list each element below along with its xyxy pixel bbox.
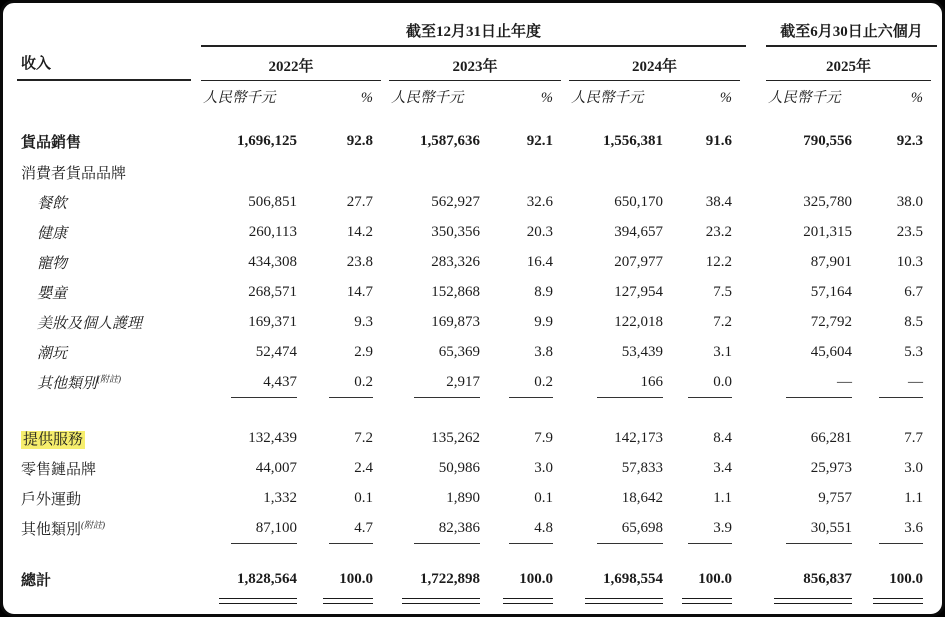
- row-gap: [746, 262, 764, 263]
- row-label: [17, 518, 199, 539]
- value-2022-percent: 92.8: [346, 132, 373, 149]
- row-gap: [746, 528, 764, 529]
- table-row: [17, 277, 936, 307]
- percent-label-2024: %: [719, 90, 732, 106]
- row-label-text: 提供服務: [23, 431, 84, 448]
- row-label-text: 嬰童: [37, 285, 68, 302]
- value-2023-percent: 0.2: [534, 373, 553, 390]
- row-label: [17, 342, 199, 363]
- table-row: [17, 217, 936, 247]
- unit-spacer: [17, 106, 199, 107]
- value-2023-percent: 9.9: [534, 313, 553, 330]
- row-note-superscript: (附註): [97, 373, 122, 384]
- value-2024-percent: 91.6: [705, 132, 732, 149]
- unit-label-2025: 人民幣千元: [768, 90, 841, 106]
- value-2023-amount: [387, 172, 482, 173]
- value-2024-percent: 7.5: [713, 283, 732, 300]
- value-2025-percent: 7.7: [904, 429, 923, 446]
- value-2023-amount: 2,917: [446, 373, 480, 390]
- value-2024-amount: 142,173: [614, 429, 663, 446]
- row-label: [17, 428, 199, 449]
- row-gap: [746, 202, 764, 203]
- value-2025-amount: [764, 172, 854, 173]
- value-2022-percent: 0.2: [354, 373, 373, 390]
- row-gap: [746, 292, 764, 293]
- value-2022-amount: 434,308: [248, 253, 297, 270]
- value-2022-percent: 7.2: [354, 429, 373, 446]
- row-label-text: 消費者貨品品牌: [21, 165, 127, 182]
- separator-rule: [329, 397, 373, 398]
- table-row: [17, 187, 936, 217]
- separator-rule: [879, 543, 923, 544]
- value-2024-amount: 127,954: [614, 283, 663, 300]
- value-2023-amount: 1,587,636: [420, 132, 480, 149]
- value-2023-amount: 1,890: [446, 489, 480, 506]
- value-2023-percent: 4.8: [534, 519, 553, 536]
- value-2023-amount: 82,386: [438, 519, 480, 536]
- header-body-gap: [17, 111, 936, 125]
- unit-label-2024: 人民幣千元: [571, 90, 644, 106]
- value-2022-amount: 87,100: [255, 519, 297, 536]
- separator-rule: [509, 397, 553, 398]
- unit-gap: [746, 106, 764, 107]
- table-header-unit-row: [17, 81, 936, 111]
- value-2025-amount: 201,315: [803, 223, 852, 240]
- value-2025-amount: 57,164: [810, 283, 852, 300]
- value-2024-amount: 53,439: [621, 343, 663, 360]
- table-row: [17, 453, 936, 483]
- row-label: [17, 569, 199, 590]
- separator-rule: [231, 397, 297, 398]
- value-2022-percent: 23.8: [346, 253, 373, 270]
- row-label: [17, 282, 199, 303]
- value-2022-amount: 1,828,564: [237, 570, 297, 587]
- separator-rule-row: [17, 397, 936, 407]
- double-rule: [774, 598, 852, 604]
- value-2024-percent: [665, 172, 746, 173]
- table-row: [17, 337, 936, 367]
- row-label: [17, 372, 199, 393]
- value-2022-percent: 0.1: [354, 489, 373, 506]
- year-2022: 2022年: [201, 55, 381, 81]
- value-2024-amount: 65,698: [621, 519, 663, 536]
- row-gap: [746, 141, 764, 142]
- table-body: [17, 125, 936, 606]
- row-label: [17, 131, 199, 152]
- row-label: [17, 488, 199, 509]
- row-label-text: 其他類別: [21, 521, 82, 538]
- value-2025-percent: 23.5: [896, 223, 923, 240]
- value-2024-percent: 23.2: [705, 223, 732, 240]
- year-2025: 2025年: [766, 55, 931, 81]
- value-2023-percent: [482, 172, 567, 173]
- value-2025-amount: 45,604: [810, 343, 852, 360]
- table-row: [17, 307, 936, 337]
- value-2025-percent: 38.0: [896, 193, 923, 210]
- row-gap: [746, 322, 764, 323]
- row-label-text: 其他類別: [37, 375, 98, 392]
- value-2022-percent: 14.2: [346, 223, 373, 240]
- value-2025-amount: 66,281: [810, 429, 852, 446]
- separator-rule: [688, 397, 732, 398]
- row-label: [17, 222, 199, 243]
- value-2024-percent: 3.4: [713, 459, 732, 476]
- value-2023-amount: 152,868: [431, 283, 480, 300]
- value-2024-percent: 1.1: [713, 489, 732, 506]
- value-2025-amount: 325,780: [803, 193, 852, 210]
- value-2023-percent: 0.1: [534, 489, 553, 506]
- value-2025-percent: 100.0: [889, 570, 923, 587]
- value-2025-percent: 10.3: [896, 253, 923, 270]
- value-2025-percent: —: [908, 373, 923, 390]
- value-2022-amount: 260,113: [248, 223, 297, 240]
- row-gap: [746, 468, 764, 469]
- row-gap: [746, 438, 764, 439]
- value-2023-amount: 1,722,898: [420, 570, 480, 587]
- separator-rule: [414, 543, 480, 544]
- value-2022-amount: 132,439: [248, 429, 297, 446]
- value-2022-amount: 506,851: [248, 193, 297, 210]
- row-gap: [746, 172, 764, 173]
- row-header-revenue: 收入: [17, 47, 191, 81]
- value-2024-percent: 3.1: [713, 343, 732, 360]
- percent-label-2022: %: [360, 90, 373, 106]
- row-label-text: 貨品銷售: [21, 134, 82, 151]
- value-2024-amount: 650,170: [614, 193, 663, 210]
- unit-label-2022: 人民幣千元: [203, 90, 276, 106]
- table-row: [17, 423, 936, 453]
- row-label-text: 餐飲: [37, 195, 68, 212]
- separator-rule: [786, 397, 852, 398]
- value-2023-amount: 50,986: [438, 459, 480, 476]
- year-2023: 2023年: [389, 55, 561, 81]
- double-rule: [219, 598, 297, 604]
- table-row: [17, 367, 936, 397]
- value-2024-percent: 7.2: [713, 313, 732, 330]
- value-2023-percent: 92.1: [526, 132, 553, 149]
- separator-rule: [786, 543, 852, 544]
- double-rule-row: [17, 598, 936, 606]
- separator-rule: [688, 543, 732, 544]
- value-2022-amount: [199, 172, 299, 173]
- unit-label-2023: 人民幣千元: [391, 90, 464, 106]
- row-gap: [746, 498, 764, 499]
- row-label: [17, 192, 199, 213]
- value-2025-percent: 3.6: [904, 519, 923, 536]
- value-2024-amount: 166: [640, 373, 663, 390]
- value-2025-percent: 6.7: [904, 283, 923, 300]
- row-label: [17, 458, 199, 479]
- table-row: [17, 247, 936, 277]
- period-group-interim-label: 截至6月30日止六個月: [780, 24, 923, 40]
- value-2023-percent: 3.8: [534, 343, 553, 360]
- value-2023-percent: 3.0: [534, 459, 553, 476]
- period-group-interim: [766, 20, 937, 47]
- value-2024-percent: 8.4: [713, 429, 732, 446]
- value-2022-percent: 4.7: [354, 519, 373, 536]
- value-2022-percent: 27.7: [346, 193, 373, 210]
- value-2022-amount: 44,007: [255, 459, 297, 476]
- value-2024-percent: 100.0: [698, 570, 732, 587]
- value-2022-amount: 268,571: [248, 283, 297, 300]
- row-gap: [746, 382, 764, 383]
- value-2025-percent: 92.3: [896, 132, 923, 149]
- period-group-annual-label: 截至12月31日止年度: [405, 24, 541, 40]
- value-2023-amount: 135,262: [431, 429, 480, 446]
- value-2024-percent: 12.2: [705, 253, 732, 270]
- double-rule: [682, 598, 732, 604]
- value-2023-percent: 16.4: [526, 253, 553, 270]
- double-rule: [585, 598, 663, 604]
- value-2025-amount: —: [837, 373, 852, 390]
- value-2023-percent: 100.0: [519, 570, 553, 587]
- separator-rule-row: [17, 543, 936, 553]
- value-2024-percent: 38.4: [705, 193, 732, 210]
- row-gap: [746, 352, 764, 353]
- value-2023-percent: 8.9: [534, 283, 553, 300]
- value-2024-amount: 207,977: [614, 253, 663, 270]
- row-label-text: 零售鏈品牌: [21, 461, 97, 478]
- year-2024: 2024年: [569, 55, 740, 81]
- row-label-text: 總計: [21, 572, 52, 589]
- double-rule: [503, 598, 553, 604]
- value-2023-amount: 65,369: [438, 343, 480, 360]
- value-2025-amount: 30,551: [810, 519, 852, 536]
- separator-rule: [231, 543, 297, 544]
- row-label-text: 潮玩: [37, 345, 68, 362]
- period-group-annual: [201, 20, 746, 47]
- value-2025-percent: 1.1: [904, 489, 923, 506]
- value-2023-percent: 32.6: [526, 193, 553, 210]
- value-2024-amount: [567, 172, 665, 173]
- value-2022-amount: 1,332: [263, 489, 297, 506]
- value-2025-amount: 87,901: [810, 253, 852, 270]
- row-gap: [746, 232, 764, 233]
- value-2024-amount: 1,698,554: [603, 570, 663, 587]
- table-row: [17, 125, 936, 157]
- row-note-superscript: (附註): [81, 519, 106, 530]
- value-2022-amount: 1,696,125: [237, 132, 297, 149]
- table-row: [17, 157, 936, 187]
- row-label-text: 寵物: [37, 255, 68, 272]
- percent-label-2025: %: [910, 90, 923, 106]
- value-2025-percent: 8.5: [904, 313, 923, 330]
- separator-rule: [879, 397, 923, 398]
- row-gap: [746, 579, 764, 580]
- value-2024-percent: 3.9: [713, 519, 732, 536]
- double-rule: [402, 598, 480, 604]
- value-2023-amount: 350,356: [431, 223, 480, 240]
- table-row: [17, 513, 936, 543]
- value-2023-amount: 169,873: [431, 313, 480, 330]
- value-2024-percent: 0.0: [713, 373, 732, 390]
- value-2023-percent: 20.3: [526, 223, 553, 240]
- value-2025-amount: 72,792: [810, 313, 852, 330]
- value-2022-percent: 2.9: [354, 343, 373, 360]
- value-2025-amount: 25,973: [810, 459, 852, 476]
- value-2024-amount: 394,657: [614, 223, 663, 240]
- value-2022-amount: 169,371: [248, 313, 297, 330]
- table-row: [17, 563, 936, 595]
- value-2025-amount: 856,837: [803, 570, 852, 587]
- value-2024-amount: 57,833: [621, 459, 663, 476]
- value-2022-percent: 14.7: [346, 283, 373, 300]
- value-2022-amount: 52,474: [255, 343, 297, 360]
- value-2022-percent: [299, 172, 387, 173]
- separator-rule: [509, 543, 553, 544]
- separator-rule: [329, 543, 373, 544]
- double-rule: [323, 598, 373, 604]
- row-label-text: 戶外運動: [21, 491, 82, 508]
- separator-rule: [597, 543, 663, 544]
- value-2022-percent: 2.4: [354, 459, 373, 476]
- separator-rule: [414, 397, 480, 398]
- table-row: [17, 483, 936, 513]
- separator-rule: [597, 397, 663, 398]
- value-2022-amount: 4,437: [263, 373, 297, 390]
- table-header-year-row: [17, 47, 936, 81]
- percent-label-2023: %: [540, 90, 553, 106]
- double-rule: [873, 598, 923, 604]
- value-2023-amount: 562,927: [431, 193, 480, 210]
- header-gap: [746, 46, 764, 47]
- value-2025-percent: 5.3: [904, 343, 923, 360]
- value-2025-percent: 3.0: [904, 459, 923, 476]
- value-2024-amount: 18,642: [621, 489, 663, 506]
- value-2023-percent: 7.9: [534, 429, 553, 446]
- row-label: [17, 162, 199, 183]
- value-2023-amount: 283,326: [431, 253, 480, 270]
- table-header-period-row: [17, 15, 936, 47]
- revenue-table: [17, 15, 936, 606]
- row-label-text: 美妝及個人護理: [37, 315, 143, 332]
- value-2022-percent: 9.3: [354, 313, 373, 330]
- value-2025-amount: 790,556: [803, 132, 852, 149]
- value-2022-percent: 100.0: [339, 570, 373, 587]
- value-2025-amount: 9,757: [818, 489, 852, 506]
- row-label: [17, 252, 199, 273]
- row-label-text: 健康: [37, 225, 68, 242]
- row-label: [17, 312, 199, 333]
- value-2025-percent: [854, 172, 937, 173]
- value-2024-amount: 122,018: [614, 313, 663, 330]
- value-2024-amount: 1,556,381: [603, 132, 663, 149]
